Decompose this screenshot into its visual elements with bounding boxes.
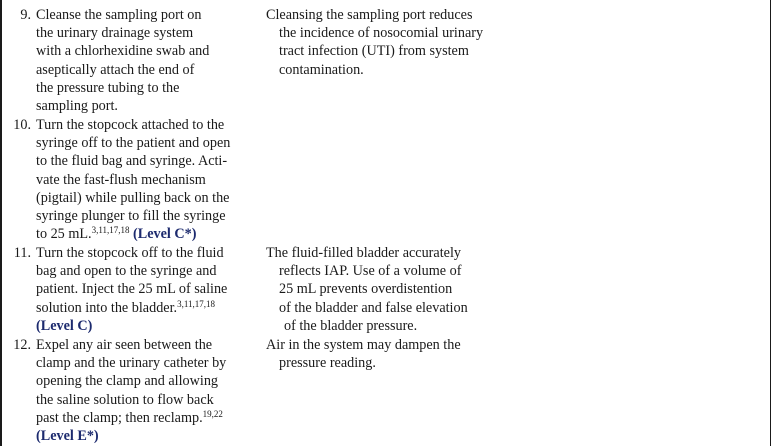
reference-superscript: 19,22 bbox=[202, 408, 223, 419]
step-line: Cleanse the sampling port on bbox=[36, 7, 202, 23]
step-number: 9. bbox=[20, 7, 31, 23]
step-line-last bbox=[36, 409, 256, 427]
rationale-line: 25 mL prevents overdistention bbox=[279, 281, 453, 298]
step-line: clamp and the urinary catheter by bbox=[36, 355, 227, 372]
step-line-last bbox=[36, 299, 256, 317]
step-line: patient. Inject the 25 mL of saline bbox=[36, 281, 228, 298]
table-left-border bbox=[0, 0, 2, 446]
step-line: Expel any air seen between the bbox=[36, 337, 213, 353]
step-text bbox=[36, 6, 256, 115]
step-line: (pigtail) while pulling back on the bbox=[36, 189, 230, 206]
step-line-text: solution into the bladder. bbox=[36, 299, 178, 316]
rationale-line: The fluid-filled bladder accurately bbox=[266, 245, 461, 261]
rationale-line: Air in the system may dampen the bbox=[266, 337, 461, 353]
step-line: with a chlorhexidine swab and bbox=[36, 43, 210, 60]
step-line: aseptically attach the end of bbox=[36, 61, 195, 78]
step-line: syringe off to the patient and open bbox=[36, 135, 231, 152]
step-line: syringe plunger to fill the syringe bbox=[36, 208, 226, 225]
step-line: the pressure tubing to the bbox=[36, 79, 180, 96]
step-line: the urinary drainage system bbox=[36, 25, 194, 42]
rationale-line: the incidence of nosocomial urinary bbox=[279, 25, 484, 42]
step-number: 12. bbox=[13, 337, 31, 353]
step-line: sampling port. bbox=[36, 98, 118, 115]
step-text bbox=[36, 244, 256, 335]
evidence-level: (Level C*) bbox=[133, 226, 197, 243]
step-number: 11. bbox=[13, 245, 31, 261]
evidence-level: (Level E*) bbox=[36, 428, 99, 445]
step-line: the saline solution to flow back bbox=[36, 391, 214, 408]
rationale-text bbox=[266, 6, 516, 79]
step-number: 10. bbox=[13, 117, 31, 133]
rationale-text bbox=[266, 244, 516, 335]
rationale-text bbox=[266, 336, 516, 372]
step-line: opening the clamp and allowing bbox=[36, 373, 219, 390]
step-line-text: to 25 mL. bbox=[36, 226, 92, 243]
reference-superscript: 3,11,17,18 bbox=[91, 225, 130, 236]
step-text bbox=[36, 336, 256, 445]
rationale-line: pressure reading. bbox=[279, 355, 376, 372]
step-line: vate the fast-flush mechanism bbox=[36, 171, 206, 188]
step-text bbox=[36, 116, 256, 243]
rationale-line: of the bladder and false elevation bbox=[279, 299, 468, 316]
rationale-line: Cleansing the sampling port reduces bbox=[266, 7, 473, 23]
step-line: to the fluid bag and syringe. Acti- bbox=[36, 153, 228, 170]
step-line: Turn the stopcock off to the fluid bbox=[36, 245, 224, 261]
rationale-line: contamination. bbox=[279, 61, 364, 78]
step-line-last bbox=[36, 225, 256, 243]
rationale-line: of the bladder pressure. bbox=[284, 317, 418, 334]
step-line-text: past the clamp; then reclamp. bbox=[36, 409, 203, 426]
step-line: Turn the stopcock attached to the bbox=[36, 117, 225, 133]
rationale-line: tract infection (UTI) from system bbox=[279, 43, 469, 60]
reference-superscript: 3,11,17,18 bbox=[177, 298, 215, 309]
rationale-line: reflects IAP. Use of a volume of bbox=[279, 263, 462, 280]
step-line: bag and open to the syringe and bbox=[36, 263, 217, 280]
evidence-level: (Level C) bbox=[36, 317, 93, 334]
